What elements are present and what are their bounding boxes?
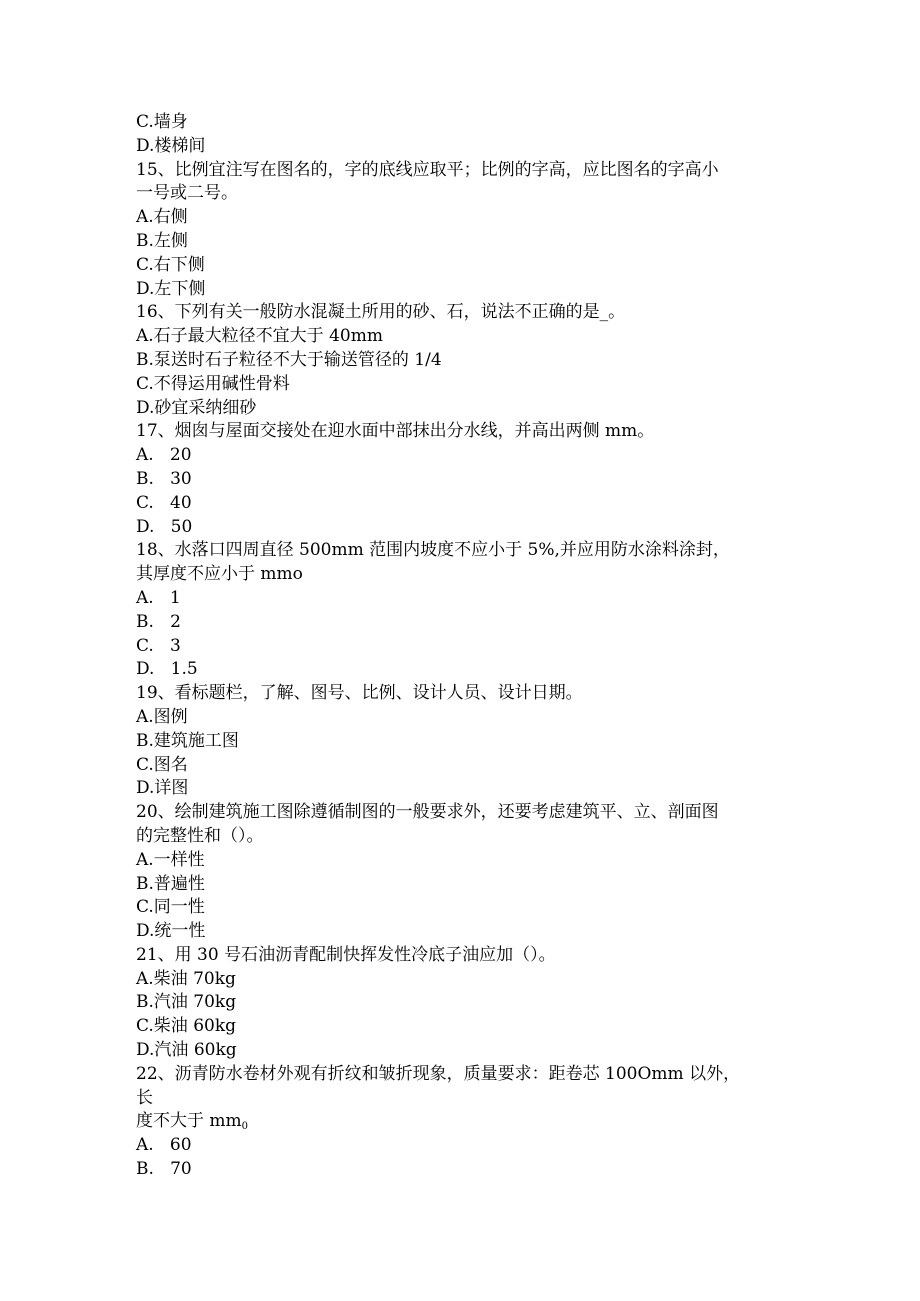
text-line: B.泵送时石子粒径不大于输送管径的 1/4 bbox=[136, 349, 442, 370]
text-line: 其厚度不应小于 mmo bbox=[136, 564, 303, 585]
text-line: A. 1 bbox=[136, 587, 181, 608]
question-tail-lines bbox=[136, 1134, 776, 1182]
text-line: D.详图 bbox=[136, 778, 189, 799]
text-line: D.砂宜采纳细砂 bbox=[136, 397, 257, 418]
text-line: A. 60 bbox=[136, 1135, 192, 1156]
text-line: C.右下侧 bbox=[136, 254, 205, 275]
text-line: D.左下侧 bbox=[136, 278, 206, 299]
text-line: B. 30 bbox=[136, 468, 192, 489]
text-line: 17、烟囱与屋面交接处在迎水面中部抹出分水线，并高出两侧 mm。 bbox=[136, 421, 655, 442]
text-line: C. 40 bbox=[136, 492, 192, 513]
line-main-text: 度不大于 mm bbox=[136, 1111, 242, 1132]
text-line: 22、沥青防水卷材外观有折纹和皱折现象，质量要求：距卷芯 100Omm 以外， bbox=[136, 1063, 741, 1084]
line-subscript: 0 bbox=[241, 1121, 249, 1133]
text-line: C.柴油 60kg bbox=[136, 1016, 237, 1037]
text-line: B. 2 bbox=[136, 611, 181, 632]
text-line: A.一样性 bbox=[136, 849, 205, 870]
text-line: A. 20 bbox=[136, 445, 192, 466]
text-line: C. 3 bbox=[136, 635, 181, 656]
text-line: 18、水落口四周直径 500mm 范围内坡度不应小于 5%,并应用防水涂料涂封， bbox=[136, 540, 730, 561]
text-line: 19、看标题栏，了解、图号、比例、设计人员、设计日期。 bbox=[136, 683, 583, 704]
text-line: D. 50 bbox=[136, 516, 193, 537]
text-line: C.图名 bbox=[136, 754, 188, 775]
text-line: B.普遍性 bbox=[136, 873, 205, 894]
text-line: A.右侧 bbox=[136, 207, 188, 228]
text-line: B.建筑施工图 bbox=[136, 730, 239, 751]
document-body bbox=[136, 111, 776, 1182]
text-line: 20、绘制建筑施工图除遵循制图的一般要求外，还要考虑建筑平、立、剖面图 bbox=[136, 802, 719, 823]
text-line: C.不得运用碱性骨料 bbox=[136, 373, 290, 394]
text-line: A.石子最大粒径不宜大于 40mm bbox=[136, 326, 383, 347]
text-line: A.柴油 70kg bbox=[136, 968, 236, 989]
text-line: A.图例 bbox=[136, 706, 188, 727]
text-line: C.同一性 bbox=[136, 897, 205, 918]
text-line: 一号或二号。 bbox=[136, 183, 238, 204]
text-line: D.汽油 60kg bbox=[136, 1040, 237, 1061]
text-line: D. 1.5 bbox=[136, 659, 198, 680]
text-line: 16、下列有关一般防水混凝土所用的砂、石，说法不正确的是_。 bbox=[136, 302, 626, 323]
question-lines bbox=[136, 111, 776, 1110]
text-line-with-subscript bbox=[136, 1110, 776, 1134]
text-line: C.墙身 bbox=[136, 112, 188, 132]
text-line: D.楼梯间 bbox=[136, 135, 206, 156]
text-line: D.统一性 bbox=[136, 921, 206, 942]
text-line: 的完整性和（）。 bbox=[136, 825, 264, 846]
text-line: 21、用 30 号石油沥青配制快挥发性冷底子油应加（）。 bbox=[136, 944, 556, 965]
text-line: B.汽油 70kg bbox=[136, 992, 237, 1013]
text-line: B. 70 bbox=[136, 1159, 192, 1180]
text-line: 长 bbox=[136, 1087, 153, 1108]
text-line: B.左侧 bbox=[136, 230, 188, 251]
text-line: 15、比例宜注写在图名的，字的底线应取平；比例的字高，应比图名的字高小 bbox=[136, 159, 719, 180]
